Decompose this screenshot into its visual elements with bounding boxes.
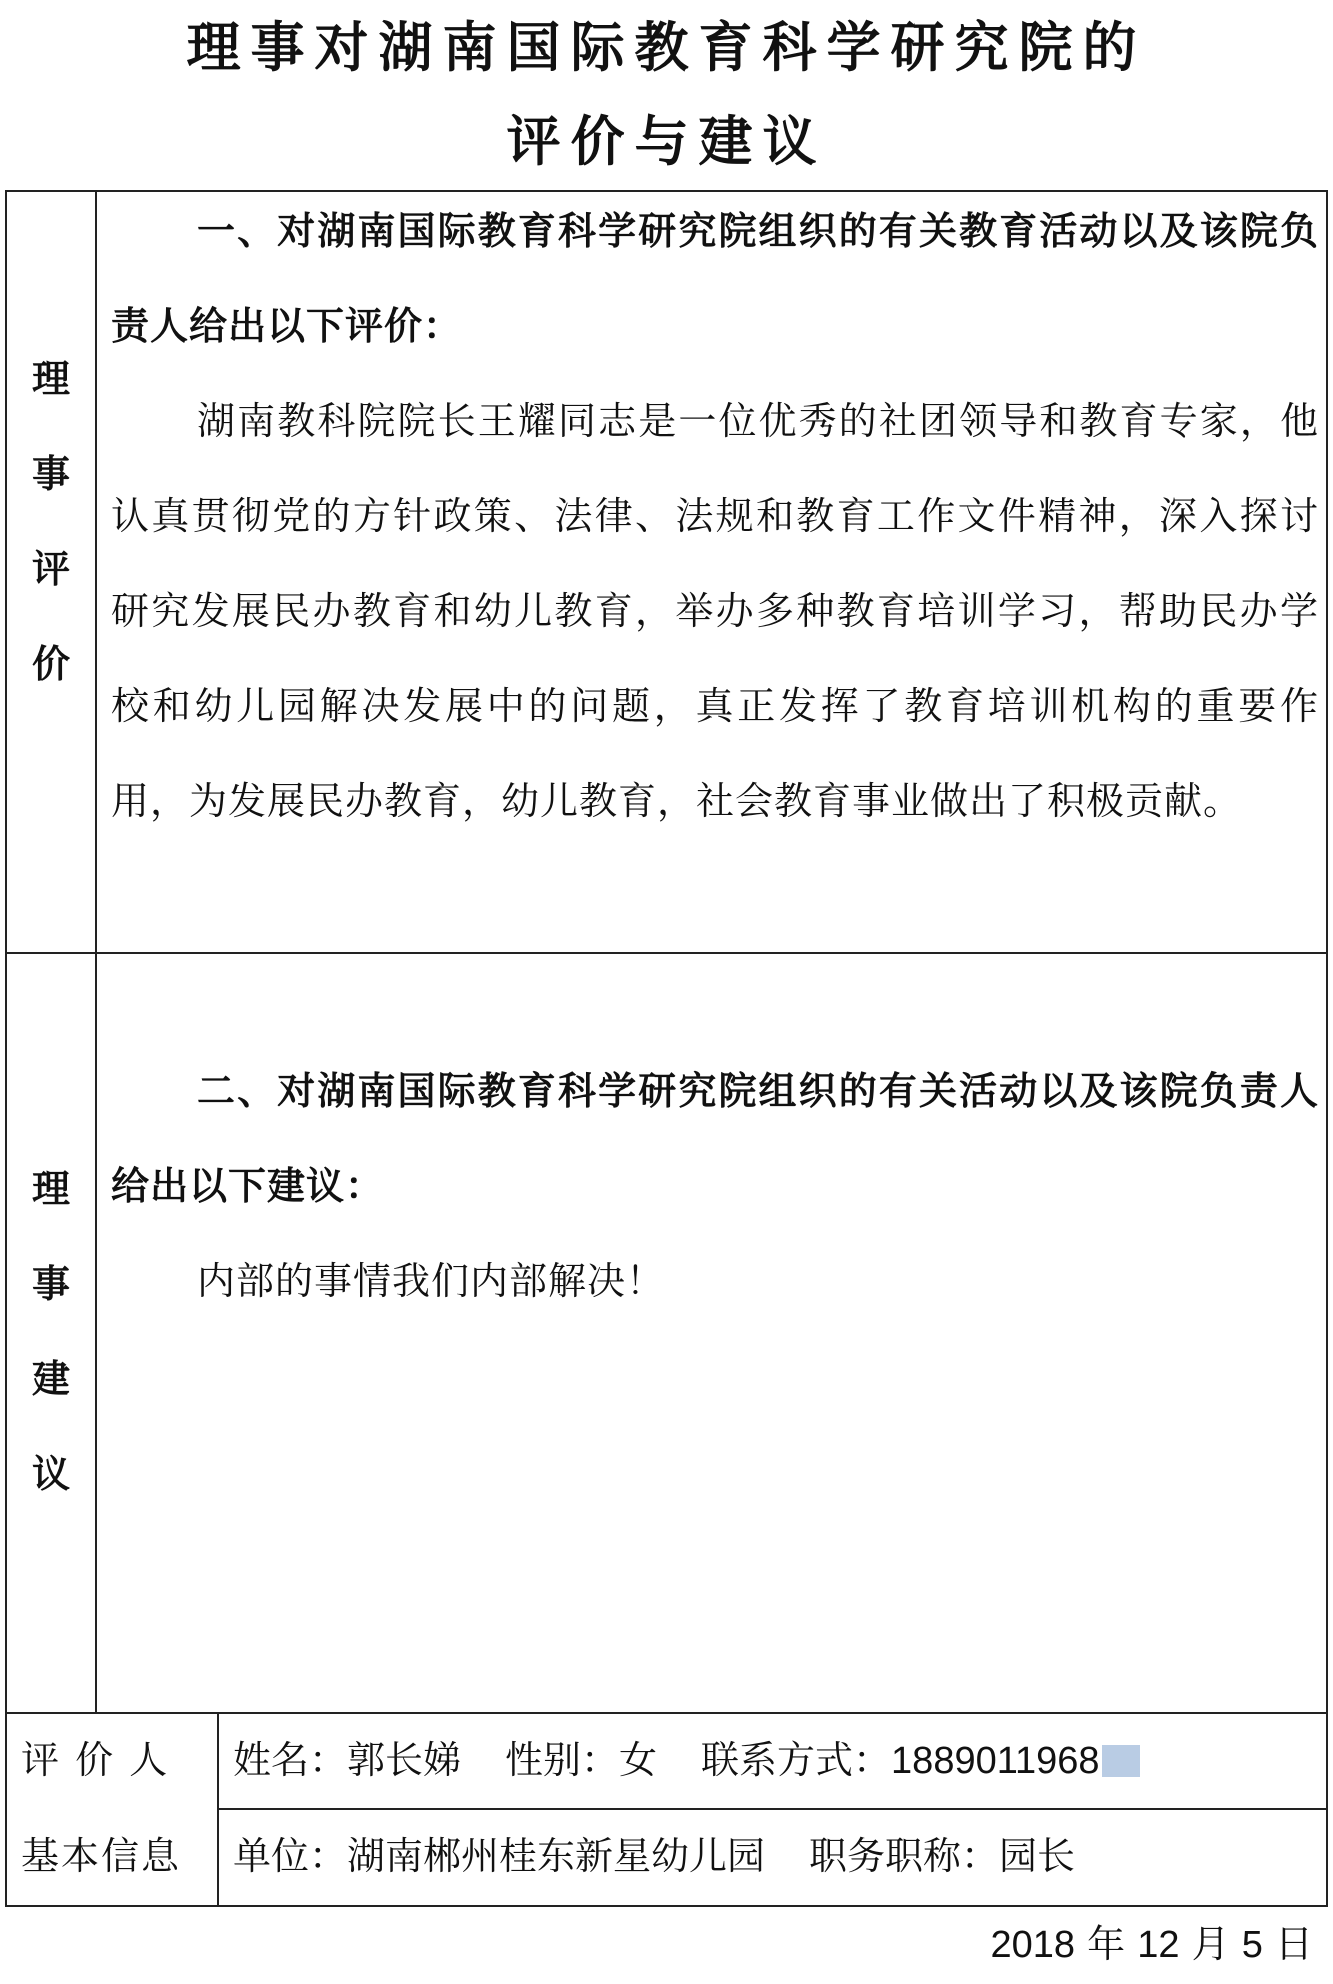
evaluator-unit: 单位：湖南郴州桂东新星幼儿园 bbox=[233, 1834, 766, 1878]
evaluator-contact-label: 联系方式： bbox=[701, 1738, 892, 1782]
suggestion-side-label bbox=[7, 1142, 95, 1522]
date-day: 5 bbox=[1241, 1924, 1263, 1966]
date-month-unit: 月 bbox=[1191, 1922, 1230, 1966]
date-year: 2018 bbox=[990, 1924, 1076, 1966]
evaluation-heading: 一、对湖南国际教育科学研究院组织的有关教育活动以及该院负责人给出以下评价： bbox=[111, 209, 1319, 348]
evaluation-label-char: 价 bbox=[31, 642, 70, 686]
redaction-mark bbox=[1102, 1745, 1140, 1777]
suggestion-heading: 二、对湖南国际教育科学研究院组织的有关活动以及该院负责人给出以下建议： bbox=[111, 1069, 1319, 1208]
evaluator-name: 姓名：郭长娣 bbox=[233, 1738, 462, 1782]
evaluation-label-char: 评 bbox=[31, 547, 70, 591]
suggestion-label-char: 理 bbox=[31, 1167, 70, 1211]
suggestion-body: 内部的事情我们内部解决！ bbox=[197, 1259, 666, 1303]
evaluator-row-personal bbox=[233, 1736, 1140, 1785]
document-title-line1: 理事对湖南国际教育科学研究院的 bbox=[186, 16, 1147, 79]
evaluator-label-line1: 评 价 人 bbox=[21, 1738, 170, 1782]
section-divider bbox=[7, 952, 1326, 954]
date-year-unit: 年 bbox=[1087, 1922, 1126, 1966]
document-title-line2: 评价与建议 bbox=[506, 110, 827, 173]
evaluation-body: 湖南教科院院长王耀同志是一位优秀的社团领导和教育专家，他认真贯彻党的方针政策、法律、法规和教育工作文件精神，深入探讨研究发展民办教育和幼儿教育，举办多种教育培训学习，帮助民办学校和幼儿园解决发展中的问题，真正发挥了教育培训机构的重要作用，为发展民办教育，幼儿教育，社会教育事业做出了积极贡献。 bbox=[111, 399, 1319, 823]
suggestion-label-char: 事 bbox=[31, 1262, 70, 1306]
evaluation-label-char: 理 bbox=[31, 357, 70, 401]
suggestion-label-char: 议 bbox=[31, 1452, 70, 1496]
evaluation-label-char: 事 bbox=[31, 452, 70, 496]
evaluation-side-label bbox=[7, 332, 95, 712]
evaluator-contact-value: 1889011968 bbox=[891, 1740, 1100, 1782]
evaluator-label-line2: 基本信息 bbox=[21, 1834, 182, 1878]
suggestion-label-char: 建 bbox=[31, 1357, 70, 1401]
info-section-divider bbox=[7, 1712, 1326, 1714]
document-date bbox=[991, 1920, 1313, 1969]
suggestion-content bbox=[111, 1044, 1319, 1329]
info-row-divider bbox=[217, 1808, 1326, 1810]
date-month: 12 bbox=[1137, 1924, 1180, 1966]
evaluation-content bbox=[111, 184, 1319, 849]
date-day-unit: 日 bbox=[1274, 1922, 1313, 1966]
evaluator-title: 职务职称：园长 bbox=[809, 1834, 1076, 1878]
evaluator-gender: 性别：女 bbox=[505, 1738, 658, 1782]
evaluator-row-work bbox=[233, 1832, 1075, 1880]
evaluation-form-table bbox=[5, 190, 1328, 1907]
